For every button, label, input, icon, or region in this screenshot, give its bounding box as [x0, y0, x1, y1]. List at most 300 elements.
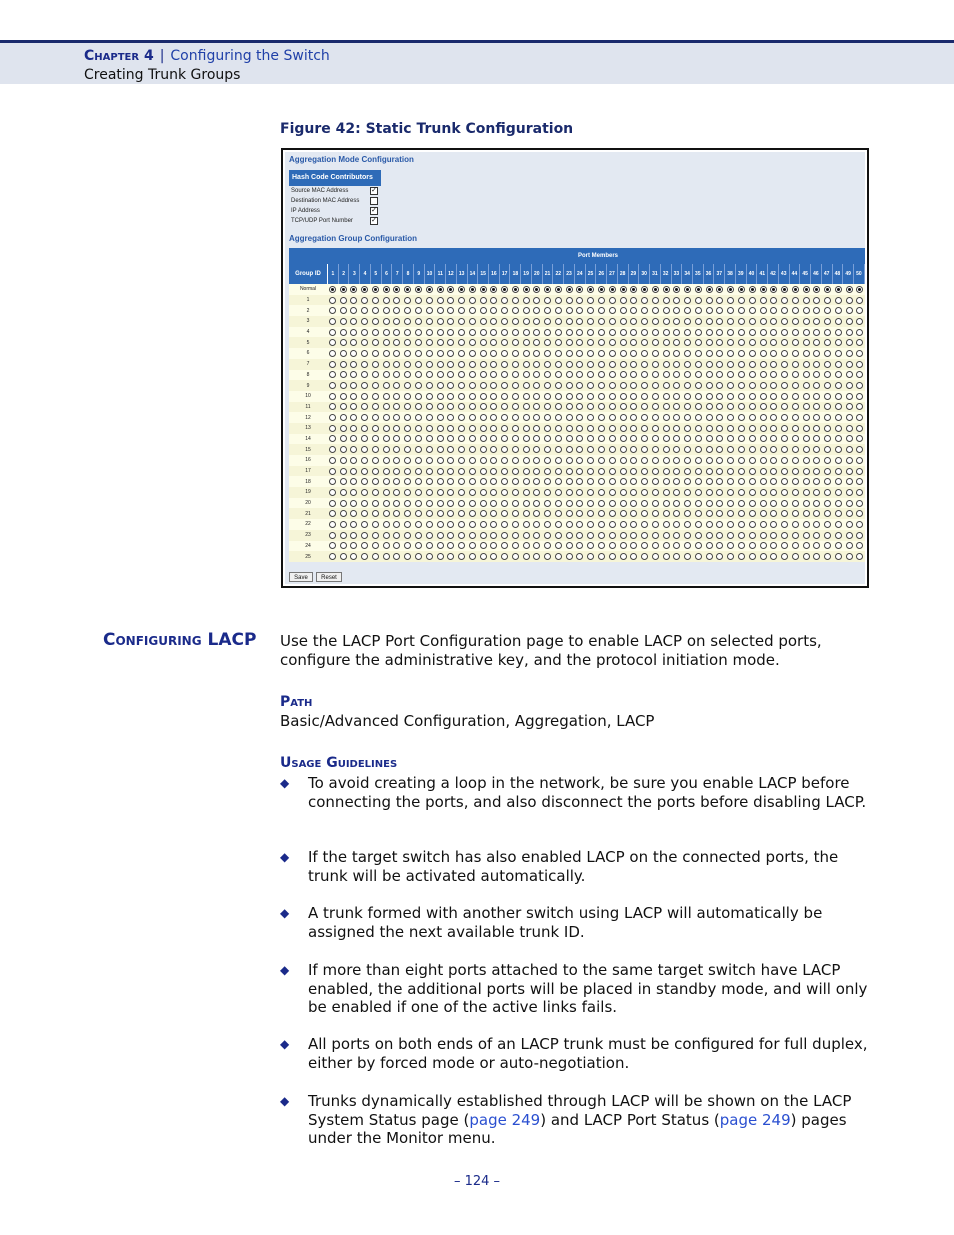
- port-radio[interactable]: [576, 297, 583, 304]
- port-radio[interactable]: [609, 286, 616, 293]
- port-radio[interactable]: [340, 339, 347, 346]
- port-radio[interactable]: [630, 297, 637, 304]
- port-radio[interactable]: [695, 553, 702, 560]
- port-radio[interactable]: [544, 425, 551, 432]
- port-radio[interactable]: [835, 521, 842, 528]
- port-radio[interactable]: [856, 532, 863, 539]
- port-radio[interactable]: [824, 500, 831, 507]
- port-radio[interactable]: [673, 286, 680, 293]
- port-radio[interactable]: [404, 339, 411, 346]
- port-radio[interactable]: [630, 532, 637, 539]
- port-radio[interactable]: [447, 457, 454, 464]
- port-radio[interactable]: [835, 307, 842, 314]
- port-radio[interactable]: [480, 297, 487, 304]
- port-radio[interactable]: [555, 414, 562, 421]
- port-radio[interactable]: [620, 329, 627, 336]
- port-radio[interactable]: [609, 478, 616, 485]
- port-radio[interactable]: [738, 318, 745, 325]
- port-radio[interactable]: [490, 318, 497, 325]
- port-radio[interactable]: [555, 307, 562, 314]
- port-radio[interactable]: [846, 361, 853, 368]
- port-radio[interactable]: [555, 361, 562, 368]
- port-radio[interactable]: [716, 350, 723, 357]
- port-radio[interactable]: [727, 414, 734, 421]
- port-radio[interactable]: [673, 318, 680, 325]
- port-radio[interactable]: [383, 361, 390, 368]
- port-radio[interactable]: [695, 457, 702, 464]
- port-radio[interactable]: [835, 468, 842, 475]
- port-radio[interactable]: [738, 521, 745, 528]
- port-radio[interactable]: [706, 286, 713, 293]
- port-radio[interactable]: [480, 393, 487, 400]
- port-radio[interactable]: [555, 339, 562, 346]
- port-radio[interactable]: [738, 446, 745, 453]
- port-radio[interactable]: [372, 329, 379, 336]
- port-radio[interactable]: [738, 500, 745, 507]
- port-radio[interactable]: [329, 414, 336, 421]
- port-radio[interactable]: [458, 500, 465, 507]
- port-radio[interactable]: [393, 478, 400, 485]
- port-radio[interactable]: [469, 318, 476, 325]
- port-radio[interactable]: [630, 489, 637, 496]
- port-radio[interactable]: [684, 542, 691, 549]
- port-radio[interactable]: [695, 521, 702, 528]
- port-radio[interactable]: [404, 532, 411, 539]
- port-radio[interactable]: [361, 414, 368, 421]
- port-radio[interactable]: [458, 307, 465, 314]
- port-radio[interactable]: [426, 329, 433, 336]
- port-radio[interactable]: [652, 521, 659, 528]
- port-radio[interactable]: [469, 382, 476, 389]
- port-radio[interactable]: [695, 350, 702, 357]
- port-radio[interactable]: [716, 425, 723, 432]
- port-radio[interactable]: [587, 403, 594, 410]
- port-radio[interactable]: [641, 371, 648, 378]
- port-radio[interactable]: [738, 435, 745, 442]
- port-radio[interactable]: [781, 318, 788, 325]
- port-radio[interactable]: [770, 510, 777, 517]
- port-radio[interactable]: [835, 478, 842, 485]
- port-radio[interactable]: [770, 553, 777, 560]
- port-radio[interactable]: [813, 361, 820, 368]
- port-radio[interactable]: [501, 510, 508, 517]
- port-radio[interactable]: [523, 307, 530, 314]
- port-radio[interactable]: [856, 286, 863, 293]
- port-radio[interactable]: [652, 286, 659, 293]
- port-radio[interactable]: [383, 329, 390, 336]
- port-radio[interactable]: [383, 446, 390, 453]
- port-radio[interactable]: [673, 361, 680, 368]
- port-radio[interactable]: [609, 339, 616, 346]
- port-radio[interactable]: [727, 521, 734, 528]
- port-radio[interactable]: [523, 414, 530, 421]
- port-radio[interactable]: [426, 318, 433, 325]
- port-radio[interactable]: [803, 510, 810, 517]
- port-radio[interactable]: [415, 286, 422, 293]
- port-radio[interactable]: [458, 403, 465, 410]
- port-radio[interactable]: [792, 521, 799, 528]
- port-radio[interactable]: [846, 478, 853, 485]
- port-radio[interactable]: [437, 286, 444, 293]
- port-radio[interactable]: [340, 414, 347, 421]
- port-radio[interactable]: [458, 318, 465, 325]
- port-radio[interactable]: [393, 361, 400, 368]
- port-radio[interactable]: [329, 478, 336, 485]
- port-radio[interactable]: [630, 542, 637, 549]
- port-radio[interactable]: [576, 382, 583, 389]
- port-radio[interactable]: [576, 478, 583, 485]
- port-radio[interactable]: [684, 414, 691, 421]
- port-radio[interactable]: [426, 403, 433, 410]
- port-radio[interactable]: [652, 532, 659, 539]
- port-radio[interactable]: [803, 286, 810, 293]
- port-radio[interactable]: [340, 510, 347, 517]
- port-radio[interactable]: [544, 446, 551, 453]
- port-radio[interactable]: [695, 532, 702, 539]
- port-radio[interactable]: [749, 468, 756, 475]
- port-radio[interactable]: [749, 510, 756, 517]
- port-radio[interactable]: [792, 532, 799, 539]
- port-radio[interactable]: [792, 286, 799, 293]
- port-radio[interactable]: [716, 403, 723, 410]
- port-radio[interactable]: [792, 510, 799, 517]
- port-radio[interactable]: [437, 457, 444, 464]
- port-radio[interactable]: [361, 521, 368, 528]
- port-radio[interactable]: [652, 457, 659, 464]
- port-radio[interactable]: [641, 403, 648, 410]
- port-radio[interactable]: [587, 371, 594, 378]
- port-radio[interactable]: [555, 393, 562, 400]
- port-radio[interactable]: [458, 425, 465, 432]
- port-radio[interactable]: [512, 468, 519, 475]
- port-radio[interactable]: [350, 521, 357, 528]
- hash-checkbox[interactable]: ✓: [371, 207, 377, 214]
- port-radio[interactable]: [803, 414, 810, 421]
- port-radio[interactable]: [684, 532, 691, 539]
- port-radio[interactable]: [760, 553, 767, 560]
- port-radio[interactable]: [652, 510, 659, 517]
- port-radio[interactable]: [673, 350, 680, 357]
- port-radio[interactable]: [609, 542, 616, 549]
- port-radio[interactable]: [566, 339, 573, 346]
- port-radio[interactable]: [437, 382, 444, 389]
- port-radio[interactable]: [512, 532, 519, 539]
- port-radio[interactable]: [480, 318, 487, 325]
- port-radio[interactable]: [533, 297, 540, 304]
- port-radio[interactable]: [609, 532, 616, 539]
- port-radio[interactable]: [620, 468, 627, 475]
- port-radio[interactable]: [684, 297, 691, 304]
- port-radio[interactable]: [760, 318, 767, 325]
- port-radio[interactable]: [533, 478, 540, 485]
- port-radio[interactable]: [501, 318, 508, 325]
- port-radio[interactable]: [781, 403, 788, 410]
- port-radio[interactable]: [372, 393, 379, 400]
- port-radio[interactable]: [792, 468, 799, 475]
- port-radio[interactable]: [663, 329, 670, 336]
- port-radio[interactable]: [383, 435, 390, 442]
- port-radio[interactable]: [361, 542, 368, 549]
- port-radio[interactable]: [630, 425, 637, 432]
- port-radio[interactable]: [673, 371, 680, 378]
- port-radio[interactable]: [490, 435, 497, 442]
- port-radio[interactable]: [566, 542, 573, 549]
- port-radio[interactable]: [383, 371, 390, 378]
- port-radio[interactable]: [544, 393, 551, 400]
- port-radio[interactable]: [598, 489, 605, 496]
- port-radio[interactable]: [856, 329, 863, 336]
- port-radio[interactable]: [523, 403, 530, 410]
- port-radio[interactable]: [663, 297, 670, 304]
- port-radio[interactable]: [803, 435, 810, 442]
- port-radio[interactable]: [846, 329, 853, 336]
- port-radio[interactable]: [372, 297, 379, 304]
- port-radio[interactable]: [350, 318, 357, 325]
- port-radio[interactable]: [652, 350, 659, 357]
- port-radio[interactable]: [652, 297, 659, 304]
- port-radio[interactable]: [329, 542, 336, 549]
- port-radio[interactable]: [663, 435, 670, 442]
- port-radio[interactable]: [813, 542, 820, 549]
- port-radio[interactable]: [447, 414, 454, 421]
- port-radio[interactable]: [512, 339, 519, 346]
- port-radio[interactable]: [490, 478, 497, 485]
- port-radio[interactable]: [415, 521, 422, 528]
- port-radio[interactable]: [437, 307, 444, 314]
- port-radio[interactable]: [383, 521, 390, 528]
- port-radio[interactable]: [576, 435, 583, 442]
- port-radio[interactable]: [393, 286, 400, 293]
- port-radio[interactable]: [393, 510, 400, 517]
- port-radio[interactable]: [469, 553, 476, 560]
- port-radio[interactable]: [383, 297, 390, 304]
- port-radio[interactable]: [781, 393, 788, 400]
- port-radio[interactable]: [856, 553, 863, 560]
- port-radio[interactable]: [695, 489, 702, 496]
- port-radio[interactable]: [329, 489, 336, 496]
- port-radio[interactable]: [480, 371, 487, 378]
- port-radio[interactable]: [372, 425, 379, 432]
- port-radio[interactable]: [566, 414, 573, 421]
- port-radio[interactable]: [630, 329, 637, 336]
- port-radio[interactable]: [598, 446, 605, 453]
- port-radio[interactable]: [426, 553, 433, 560]
- port-radio[interactable]: [426, 468, 433, 475]
- port-radio[interactable]: [781, 446, 788, 453]
- port-radio[interactable]: [727, 542, 734, 549]
- port-radio[interactable]: [706, 403, 713, 410]
- port-radio[interactable]: [469, 489, 476, 496]
- port-radio[interactable]: [727, 382, 734, 389]
- port-radio[interactable]: [447, 382, 454, 389]
- port-radio[interactable]: [663, 339, 670, 346]
- port-radio[interactable]: [770, 542, 777, 549]
- port-radio[interactable]: [383, 414, 390, 421]
- port-radio[interactable]: [523, 446, 530, 453]
- port-radio[interactable]: [684, 553, 691, 560]
- port-radio[interactable]: [372, 542, 379, 549]
- port-radio[interactable]: [393, 414, 400, 421]
- port-radio[interactable]: [566, 489, 573, 496]
- port-radio[interactable]: [856, 521, 863, 528]
- port-radio[interactable]: [350, 350, 357, 357]
- port-radio[interactable]: [587, 510, 594, 517]
- port-radio[interactable]: [437, 446, 444, 453]
- port-radio[interactable]: [770, 403, 777, 410]
- port-radio[interactable]: [695, 371, 702, 378]
- port-radio[interactable]: [716, 361, 723, 368]
- port-radio[interactable]: [372, 446, 379, 453]
- port-radio[interactable]: [404, 361, 411, 368]
- port-radio[interactable]: [383, 532, 390, 539]
- port-radio[interactable]: [630, 318, 637, 325]
- port-radio[interactable]: [533, 286, 540, 293]
- port-radio[interactable]: [512, 382, 519, 389]
- port-radio[interactable]: [533, 457, 540, 464]
- port-radio[interactable]: [393, 425, 400, 432]
- port-radio[interactable]: [544, 478, 551, 485]
- port-radio[interactable]: [415, 318, 422, 325]
- port-radio[interactable]: [501, 350, 508, 357]
- port-radio[interactable]: [781, 489, 788, 496]
- port-radio[interactable]: [684, 350, 691, 357]
- port-radio[interactable]: [803, 542, 810, 549]
- port-radio[interactable]: [770, 393, 777, 400]
- port-radio[interactable]: [437, 297, 444, 304]
- port-radio[interactable]: [803, 371, 810, 378]
- port-radio[interactable]: [749, 339, 756, 346]
- port-radio[interactable]: [813, 318, 820, 325]
- port-radio[interactable]: [684, 318, 691, 325]
- port-radio[interactable]: [663, 553, 670, 560]
- port-radio[interactable]: [480, 414, 487, 421]
- port-radio[interactable]: [415, 297, 422, 304]
- port-radio[interactable]: [383, 382, 390, 389]
- port-radio[interactable]: [846, 382, 853, 389]
- port-radio[interactable]: [598, 500, 605, 507]
- port-radio[interactable]: [598, 510, 605, 517]
- port-radio[interactable]: [770, 478, 777, 485]
- port-radio[interactable]: [329, 307, 336, 314]
- port-radio[interactable]: [760, 468, 767, 475]
- port-radio[interactable]: [372, 339, 379, 346]
- port-radio[interactable]: [738, 350, 745, 357]
- port-radio[interactable]: [835, 403, 842, 410]
- port-radio[interactable]: [480, 339, 487, 346]
- port-radio[interactable]: [544, 521, 551, 528]
- port-radio[interactable]: [469, 542, 476, 549]
- port-radio[interactable]: [576, 553, 583, 560]
- port-radio[interactable]: [760, 532, 767, 539]
- port-radio[interactable]: [480, 329, 487, 336]
- port-radio[interactable]: [781, 521, 788, 528]
- port-radio[interactable]: [727, 329, 734, 336]
- port-radio[interactable]: [361, 446, 368, 453]
- port-radio[interactable]: [620, 446, 627, 453]
- port-radio[interactable]: [824, 403, 831, 410]
- port-radio[interactable]: [393, 318, 400, 325]
- port-radio[interactable]: [372, 371, 379, 378]
- port-radio[interactable]: [340, 286, 347, 293]
- port-radio[interactable]: [609, 521, 616, 528]
- port-radio[interactable]: [555, 468, 562, 475]
- port-radio[interactable]: [533, 446, 540, 453]
- port-radio[interactable]: [760, 371, 767, 378]
- port-radio[interactable]: [620, 361, 627, 368]
- port-radio[interactable]: [856, 435, 863, 442]
- port-radio[interactable]: [426, 521, 433, 528]
- port-radio[interactable]: [415, 478, 422, 485]
- port-radio[interactable]: [490, 457, 497, 464]
- port-radio[interactable]: [587, 361, 594, 368]
- port-radio[interactable]: [469, 435, 476, 442]
- port-radio[interactable]: [738, 478, 745, 485]
- page-link[interactable]: page 249: [469, 1110, 541, 1129]
- port-radio[interactable]: [684, 457, 691, 464]
- port-radio[interactable]: [716, 510, 723, 517]
- port-radio[interactable]: [609, 350, 616, 357]
- port-radio[interactable]: [372, 468, 379, 475]
- port-radio[interactable]: [329, 446, 336, 453]
- port-radio[interactable]: [641, 425, 648, 432]
- port-radio[interactable]: [652, 446, 659, 453]
- port-radio[interactable]: [512, 489, 519, 496]
- port-radio[interactable]: [770, 414, 777, 421]
- port-radio[interactable]: [727, 468, 734, 475]
- port-radio[interactable]: [609, 500, 616, 507]
- port-radio[interactable]: [663, 468, 670, 475]
- port-radio[interactable]: [555, 510, 562, 517]
- port-radio[interactable]: [598, 542, 605, 549]
- port-radio[interactable]: [673, 542, 680, 549]
- port-radio[interactable]: [609, 414, 616, 421]
- port-radio[interactable]: [716, 500, 723, 507]
- port-radio[interactable]: [803, 329, 810, 336]
- port-radio[interactable]: [469, 457, 476, 464]
- port-radio[interactable]: [803, 446, 810, 453]
- port-radio[interactable]: [361, 553, 368, 560]
- port-radio[interactable]: [641, 286, 648, 293]
- port-radio[interactable]: [501, 553, 508, 560]
- port-radio[interactable]: [340, 329, 347, 336]
- port-radio[interactable]: [803, 489, 810, 496]
- port-radio[interactable]: [533, 393, 540, 400]
- port-radio[interactable]: [458, 468, 465, 475]
- port-radio[interactable]: [856, 489, 863, 496]
- port-radio[interactable]: [544, 286, 551, 293]
- port-radio[interactable]: [490, 403, 497, 410]
- port-radio[interactable]: [663, 532, 670, 539]
- port-radio[interactable]: [329, 286, 336, 293]
- port-radio[interactable]: [329, 553, 336, 560]
- port-radio[interactable]: [846, 489, 853, 496]
- port-radio[interactable]: [738, 307, 745, 314]
- port-radio[interactable]: [770, 382, 777, 389]
- port-radio[interactable]: [630, 521, 637, 528]
- port-radio[interactable]: [393, 500, 400, 507]
- port-radio[interactable]: [770, 446, 777, 453]
- port-radio[interactable]: [695, 339, 702, 346]
- port-radio[interactable]: [749, 329, 756, 336]
- port-radio[interactable]: [361, 489, 368, 496]
- page-link[interactable]: page 249: [719, 1110, 791, 1129]
- port-radio[interactable]: [727, 446, 734, 453]
- port-radio[interactable]: [340, 425, 347, 432]
- port-radio[interactable]: [437, 361, 444, 368]
- port-radio[interactable]: [813, 329, 820, 336]
- port-radio[interactable]: [760, 393, 767, 400]
- port-radio[interactable]: [361, 403, 368, 410]
